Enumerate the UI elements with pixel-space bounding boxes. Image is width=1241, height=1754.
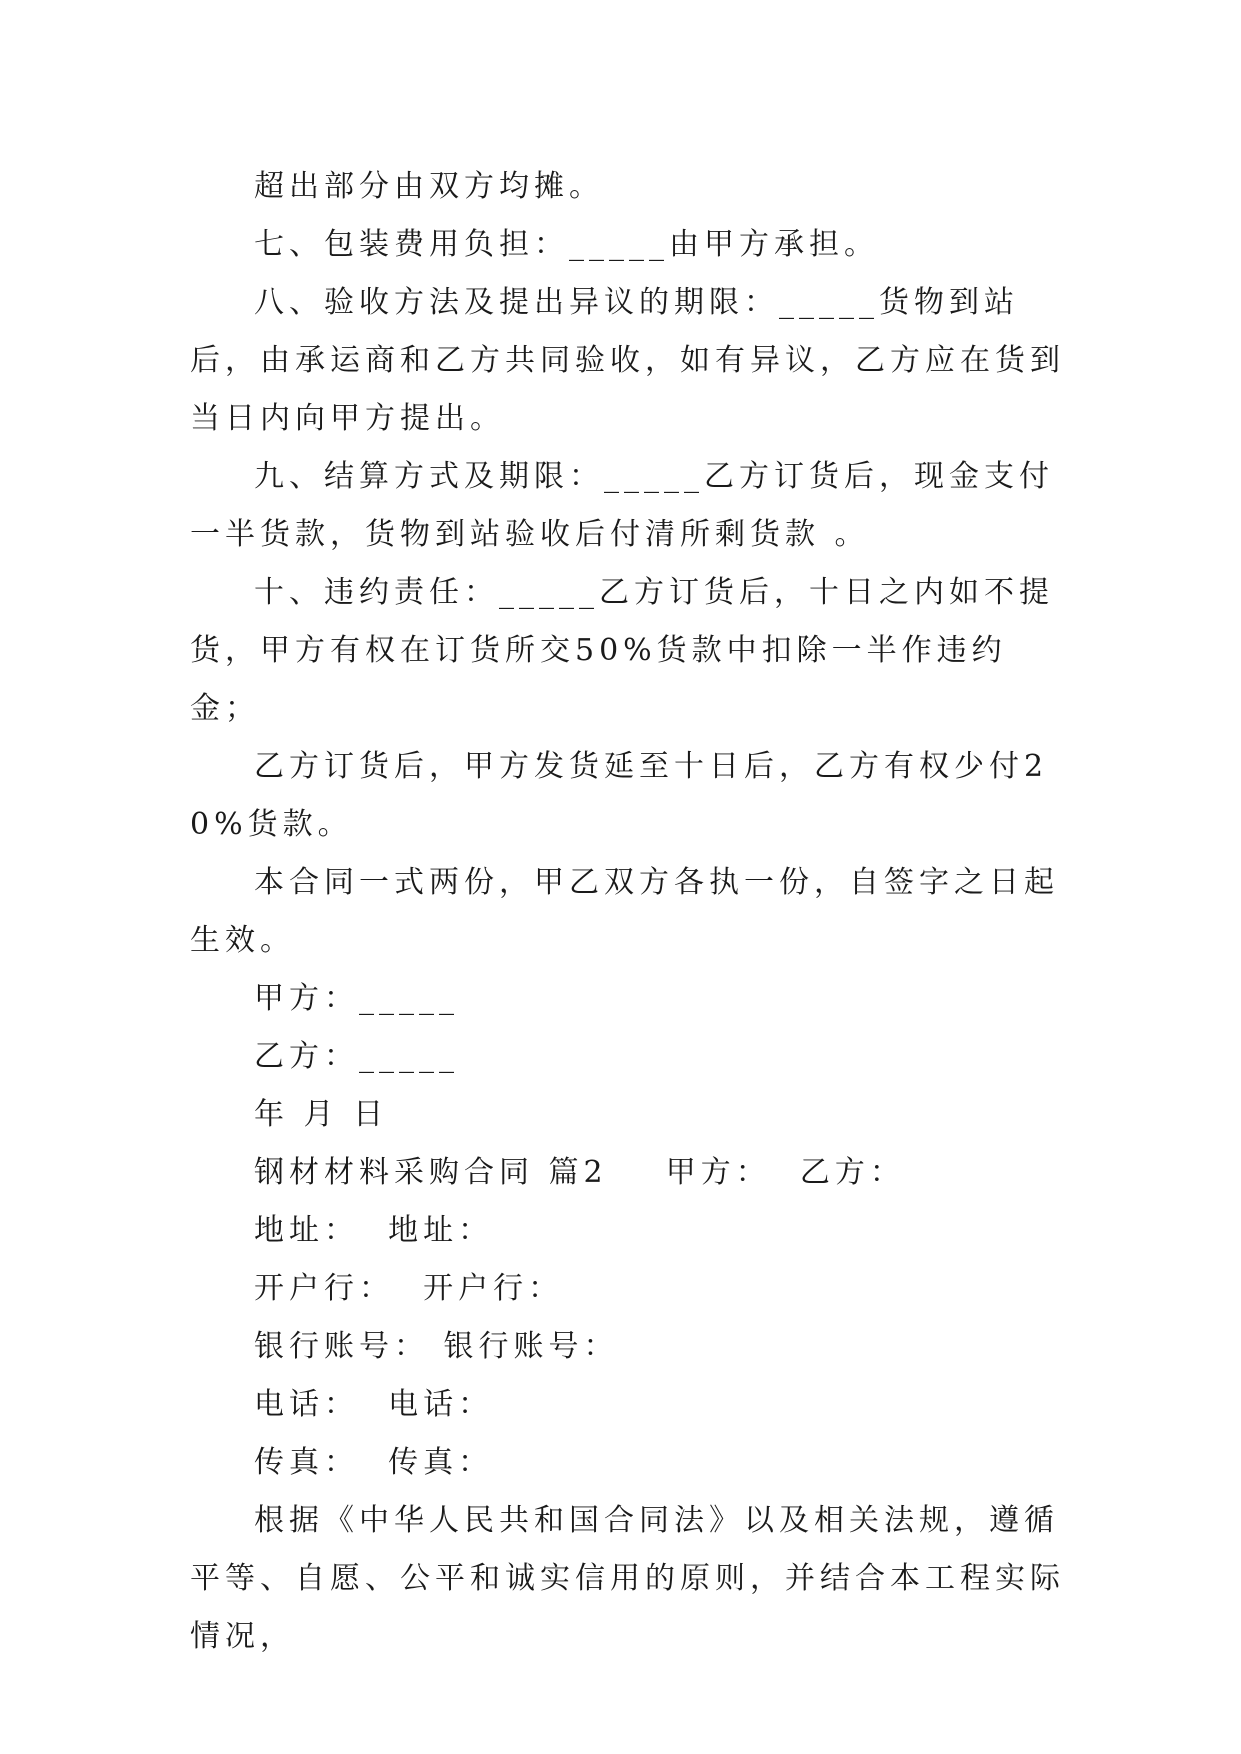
paragraph-clause-10-liability: 十、违约责任：_____乙方订货后，十日之内如不提货，甲方有权在订货所交50%货款中扣除一半作违约金；	[190, 575, 1054, 726]
address-line: 地址： 地址：	[254, 1213, 494, 1248]
paragraph-late-delivery: 乙方订货后，甲方发货延至十日后，乙方有权少付20%货款。	[190, 749, 1049, 842]
paragraph-clause-9-settlement: 九、结算方式及期限：_____乙方订货后，现金支付一半货款，货物到站验收后付清所剩货款 。	[190, 459, 1054, 552]
paragraph-clause-7-packaging: 七、包装费用负担：_____由甲方承担。	[254, 227, 879, 262]
paragraph-clause-8-inspection: 八、验收方法及提出异议的期限：_____货物到站后，由承运商和乙方共同验收，如有异议，乙方应在货到当日内向甲方提出。	[190, 285, 1065, 436]
bank-line: 开户行： 开户行：	[254, 1271, 564, 1306]
paragraph-copies: 本合同一式两份，甲乙双方各执一份，自签字之日起生效。	[190, 865, 1059, 958]
paragraph-legal-basis: 根据《中华人民共和国合同法》以及相关法规，遵循平等、自愿、公平和诚实信用的原则，并结合本工程实际情况，	[190, 1503, 1065, 1654]
date-line: 年 月 日	[254, 1097, 389, 1132]
account-line: 银行账号： 银行账号：	[254, 1329, 619, 1364]
contract-title-2: 钢材材料采购合同 篇2 甲方： 乙方：	[254, 1155, 905, 1190]
party-a-signature: 甲方：_____	[254, 981, 459, 1016]
phone-line: 电话： 电话：	[254, 1387, 494, 1422]
fax-line: 传真： 传真：	[254, 1445, 494, 1480]
document-body	[190, 158, 1066, 1666]
party-b-signature: 乙方：_____	[254, 1039, 459, 1074]
paragraph-excess-split: 超出部分由双方均摊。	[254, 169, 604, 204]
